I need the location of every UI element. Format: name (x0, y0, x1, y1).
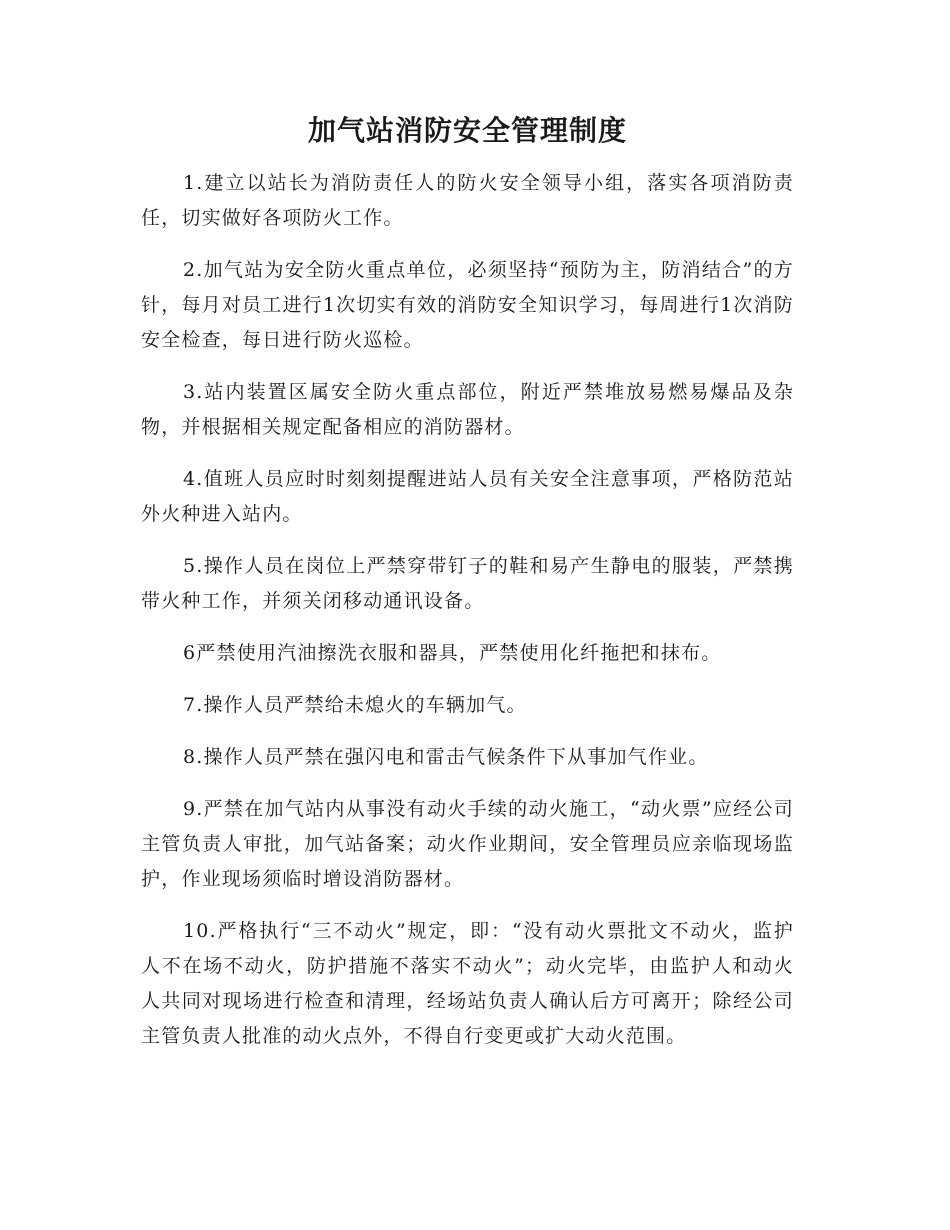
rule-paragraph-7: 7.操作人员严禁给未熄火的车辆加气。 (183, 694, 527, 716)
document-title: 加气站消防安全管理制度 (307, 114, 627, 147)
rule-paragraph-2: 2.加气站为安全防火重点单位，必须坚持“预防为主，防消结合”的方针，每月对员工进行1次切实有效的消防安全知识学习，每周进行1次消防安全检查，每日进行防火巡检。 (141, 259, 794, 351)
rule-paragraph-9: 9.严禁在加气站内从事没有动火手续的动火施工，“动火票”应经公司主管负责人审批，加气站备案；动火作业期间，安全管理员应亲临现场监护，作业现场须临时增设消防器材。 (141, 798, 794, 890)
rule-paragraph-10: 10.严格执行“三不动火”规定，即：“没有动火票批文不动火，监护人不在场不动火，防护措施不落实不动火”；动火完毕，由监护人和动火人共同对现场进行检查和清理，经场站负责人确认后方可离开；除经公司主管负责人批准的动火点外，不得自行变更或扩大动火范围。 (141, 920, 794, 1047)
rule-paragraph-3: 3.站内装置区属安全防火重点部位，附近严禁堆放易燃易爆品及杂物，并根据相关规定配备相应的消防器材。 (141, 381, 794, 438)
rule-paragraph-4: 4.值班人员应时时刻刻提醒进站人员有关安全注意事项，严格防范站外火种进入站内。 (141, 468, 794, 525)
rule-paragraph-5: 5.操作人员在岗位上严禁穿带钉子的鞋和易产生静电的服装，严禁携带火种工作，并须关闭移动通讯设备。 (141, 555, 794, 612)
rule-paragraph-8: 8.操作人员严禁在强闪电和雷击气候条件下从事加气作业。 (183, 746, 709, 768)
rule-paragraph-6: 6严禁使用汽油擦洗衣服和器具，严禁使用化纤拖把和抹布。 (183, 642, 722, 664)
rule-paragraph-1: 1.建立以站长为消防责任人的防火安全领导小组，落实各项消防责任，切实做好各项防火工作。 (141, 172, 794, 229)
